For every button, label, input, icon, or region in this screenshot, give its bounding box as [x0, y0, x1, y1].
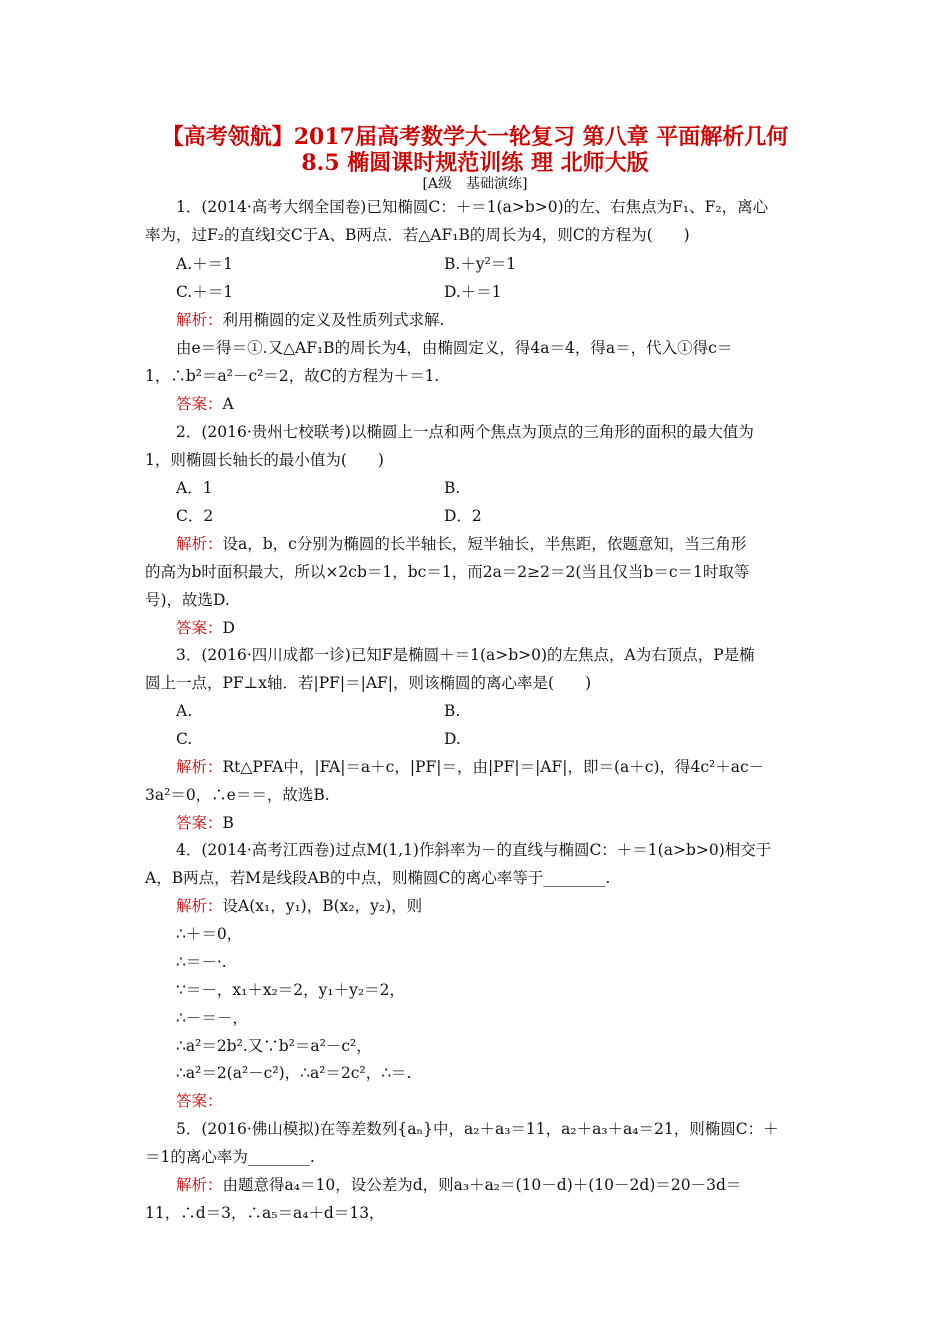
text-line	[176, 282, 233, 302]
text-line	[176, 506, 213, 526]
text-line	[176, 757, 764, 777]
text-line	[444, 729, 461, 749]
text-line	[176, 197, 768, 217]
line-text: ∵＝－，x₁＋x₂＝2，y₁＋y₂＝2，	[176, 981, 405, 999]
text-line	[145, 590, 230, 610]
line-text: 由e＝得＝①.又△AF₁B的周长为4，由椭圆定义，得4a＝4，得a＝，代入①得c＝	[176, 339, 733, 357]
line-text: 的高为b时面积最大，所以×2cb＝1，bc＝1，而2a＝2≥2＝2(当且仅当b＝c＝1时取等	[145, 563, 750, 581]
text-line	[145, 562, 749, 582]
text-line	[444, 254, 516, 274]
line-text: 率为，过F₂的直线l交C于A、B两点．若△AF₁B的周长为4，则C的方程为( )	[145, 226, 690, 244]
answer-label: 答案：	[176, 395, 223, 413]
line-text: 5．(2016·佛山模拟)在等差数列{aₙ}中，a₂＋a₃＝11，a₂＋a₃＋a₄＝21，则椭圆C：＋	[176, 1120, 779, 1138]
document-title-line-1: 【高考领航】2017届高考数学大一轮复习 第八章 平面解析几何	[161, 124, 789, 150]
line-text: 1，则椭圆长轴长的最小值为( )	[145, 451, 384, 469]
text-line	[145, 366, 439, 386]
document-title-line-2: 8.5 椭圆课时规范训练 理 北师大版	[301, 150, 649, 176]
text-line	[176, 840, 771, 860]
text-line	[176, 729, 192, 749]
text-line	[145, 1203, 385, 1223]
answer-label: 答案：	[176, 619, 223, 637]
text-line	[176, 645, 755, 665]
answer-label: 解析：	[176, 758, 223, 776]
line-text: ∴＋＝0，	[176, 925, 243, 943]
line-text: 1．(2014·高考大纲全国卷)已知椭圆C：＋＝1(a>b>0)的左、右焦点为F₁、F₂，离心	[176, 198, 769, 216]
answer-label: 答案：	[176, 814, 223, 832]
line-text: A，B两点，若M是线段AB的中点，则椭圆C的离心率等于________.	[145, 869, 611, 887]
text-line	[145, 785, 330, 805]
text-line	[176, 896, 422, 916]
line-text: 4．(2014·高考江西卷)过点M(1,1)作斜率为－的直线与椭圆C：＋＝1(a>b>0)相交于	[176, 841, 772, 859]
answer-label: 解析：	[176, 897, 223, 915]
text-line	[444, 701, 460, 721]
text-line	[176, 534, 746, 554]
line-text: A．1	[176, 479, 213, 497]
line-text: 号)，故选D.	[145, 591, 230, 609]
answer-label: 答案：	[176, 1092, 223, 1110]
text-line	[176, 338, 732, 358]
text-line	[176, 1036, 372, 1056]
text-line	[176, 952, 227, 972]
text-line	[444, 506, 482, 526]
level-heading: [A级 基础演练]	[422, 176, 528, 192]
line-text: D．2	[444, 507, 482, 525]
text-line	[176, 1119, 779, 1139]
line-text: Rt△PFA中，|FA|＝a＋c，|PF|＝，由|PF|＝|AF|，即＝(a＋c)，得4c²＋ac－	[222, 758, 765, 776]
line-text: C．2	[176, 507, 214, 525]
line-text: B.	[444, 702, 461, 720]
line-text: A.	[176, 702, 193, 720]
line-text: D.	[444, 730, 461, 748]
text-line	[176, 924, 242, 944]
text-line	[176, 1008, 248, 1028]
line-text: C.	[176, 730, 193, 748]
text-line	[145, 450, 384, 470]
line-text: B	[222, 814, 234, 832]
line-text: 设a，b，c分别为椭圆的长半轴长，短半轴长，半焦距，依题意知，当三角形	[222, 535, 747, 553]
text-line	[176, 254, 233, 274]
text-line	[176, 701, 192, 721]
text-line	[176, 1091, 223, 1111]
line-text: 设A(x₁，y₁)，B(x₂，y₂)，则	[222, 897, 423, 915]
line-text: B.＋y²＝1	[444, 255, 517, 273]
line-text: ∴＝－·.	[176, 953, 227, 971]
line-text: 2．(2016·贵州七校联考)以椭圆上一点和两个焦点为顶点的三角形的面积的最大值为	[176, 423, 754, 441]
answer-label: 解析：	[176, 311, 223, 329]
text-line	[176, 478, 213, 498]
text-line	[145, 868, 610, 888]
text-line	[444, 282, 502, 302]
line-text: 3．(2016·四川成都一诊)已知F是椭圆＋＝1(a>b>0)的左焦点，A为右顶点，P是椭	[176, 646, 755, 664]
text-line	[176, 394, 234, 414]
line-text: 11，∴d＝3，∴a₅＝a₄＋d＝13，	[145, 1204, 385, 1222]
text-line	[145, 225, 690, 245]
text-line	[145, 1147, 315, 1167]
line-text: 3a²＝0，∴e＝＝，故选B.	[145, 786, 330, 804]
line-text: A.＋＝1	[176, 255, 233, 273]
text-line	[176, 310, 444, 330]
line-text: B.	[444, 479, 461, 497]
text-line	[176, 422, 754, 442]
line-text: 由题意得a₄＝10，设公差为d，则a₃＋a₂＝(10－d)＋(10－2d)＝20－3d＝	[222, 1176, 742, 1194]
text-line	[176, 618, 235, 638]
line-text: D.＋＝1	[444, 283, 502, 301]
line-text: D	[222, 619, 235, 637]
line-text: ＝1的离心率为________.	[145, 1148, 315, 1166]
line-text: A	[222, 395, 234, 413]
text-line	[444, 478, 460, 498]
text-line	[145, 673, 591, 693]
line-text: 利用椭圆的定义及性质列式求解.	[222, 311, 445, 329]
answer-label: 解析：	[176, 1176, 223, 1194]
line-text: ∴a²＝2b².又∵b²＝a²－c²，	[176, 1037, 372, 1055]
line-text: 1，∴b²＝a²－c²＝2，故C的方程为＋＝1.	[145, 367, 440, 385]
text-line	[176, 813, 234, 833]
line-text: ∴－＝－，	[176, 1009, 248, 1027]
line-text: 圆上一点，PF⊥x轴．若|PF|＝|AF|，则该椭圆的离心率是( )	[145, 674, 592, 692]
text-line	[176, 1063, 411, 1083]
line-text: C.＋＝1	[176, 283, 234, 301]
answer-label: 解析：	[176, 535, 223, 553]
line-text: ∴a²＝2(a²－c²)，∴a²＝2c²，∴＝.	[176, 1064, 412, 1082]
text-line	[176, 1175, 741, 1195]
text-line	[176, 980, 405, 1000]
